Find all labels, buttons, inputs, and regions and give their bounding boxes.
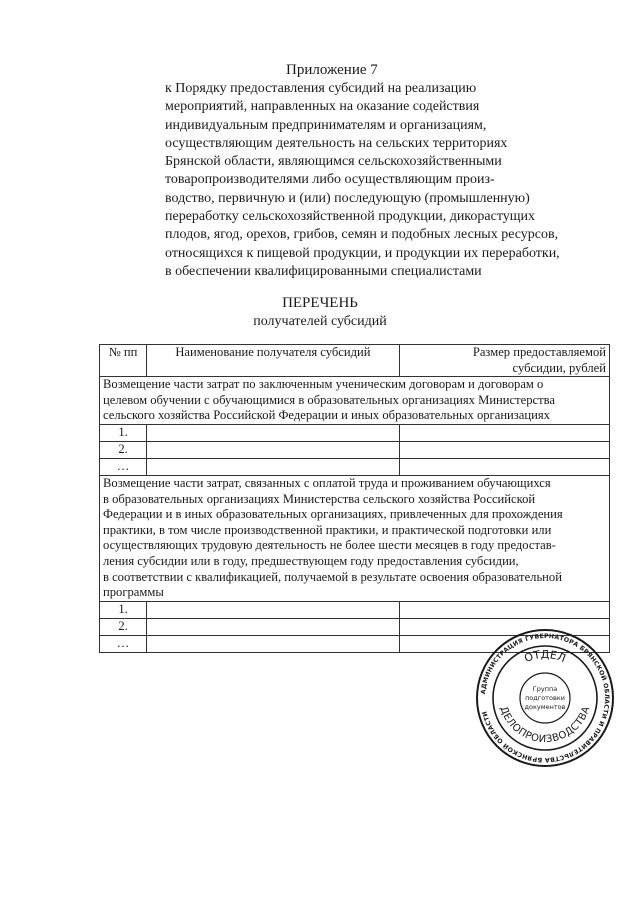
- row-number: 2.: [100, 441, 147, 458]
- table-header-row: [100, 345, 610, 377]
- subsidy-amount-cell[interactable]: [399, 441, 609, 458]
- section-line: в соответствии с квалификацией, получаемой в результате освоения образовательной: [103, 569, 562, 584]
- recipient-name-cell[interactable]: [147, 441, 399, 458]
- appendix-line: товаропроизводителями либо осуществляющим произ-: [165, 172, 495, 188]
- appendix-line: переработку сельскохозяйственной продукции, дикорастущих: [165, 209, 536, 225]
- section-line: Возмещение части затрат по заключенным ученическим договорам и договорам о: [103, 377, 544, 392]
- header-name: Наименование получателя субсидий: [147, 345, 399, 377]
- recipient-name-cell[interactable]: [147, 635, 399, 652]
- table-row: [100, 424, 610, 441]
- section-line: Федерации и в иных образовательных организациях, привлеченных для прохождения: [103, 507, 563, 522]
- section-line: программы: [103, 585, 164, 600]
- recipient-name-cell[interactable]: [147, 424, 399, 441]
- list-subtitle: получателей субсидий: [253, 314, 387, 329]
- subsidy-amount-cell[interactable]: [399, 458, 609, 475]
- row-number: 1.: [100, 601, 147, 618]
- appendix-line: Брянской области, являющимся сельскохозяйственными: [165, 154, 502, 170]
- stamp-top-text: ОТДЕЛ: [522, 647, 568, 666]
- appendix-line: в обеспечении квалифицированными специалистами: [165, 263, 482, 279]
- header-amount-line: Размер предоставляемой: [472, 345, 606, 359]
- stamp-center-line: документов: [524, 703, 566, 711]
- subsidy-amount-cell[interactable]: [399, 424, 609, 441]
- stamp-bottom-text: ДЕЛОПРОИЗВОДСТВА: [497, 705, 593, 746]
- row-number: 1.: [100, 424, 147, 441]
- appendix-line: индивидуальным предпринимателям и организациям,: [165, 117, 487, 133]
- stamp-center-line: Группа: [532, 685, 558, 693]
- official-stamp: [475, 628, 615, 768]
- section-line: осуществляющих трудовую деятельность не более шести месяцев в году предостав-: [103, 538, 556, 553]
- subsidy-amount-cell[interactable]: [399, 601, 609, 618]
- section-line: Возмещение части затрат, связанных с оплатой труда и проживанием обучающихся: [103, 475, 551, 490]
- recipient-name-cell[interactable]: [147, 458, 399, 475]
- section-row: [100, 475, 610, 601]
- appendix-title: Приложение 7: [286, 62, 378, 78]
- stamp-center-line: подготовки: [525, 694, 565, 702]
- header-no: № пп: [100, 345, 147, 377]
- row-number: …: [100, 635, 147, 652]
- header-amount: [399, 345, 609, 377]
- section-line: в образовательных организациях Министерства сельского хозяйства Российской: [103, 491, 536, 506]
- section-description: [100, 475, 610, 601]
- appendix-line: мероприятий, направленных на оказание содействия: [165, 99, 480, 115]
- appendix-line: относящихся к пищевой продукции, и продукции их переработки,: [165, 245, 560, 261]
- appendix-line: водство, первичную и (или) последующую (промышленную): [165, 190, 530, 206]
- appendix-body: [165, 80, 605, 281]
- row-number: 2.: [100, 618, 147, 635]
- recipient-name-cell[interactable]: [147, 618, 399, 635]
- row-number: …: [100, 458, 147, 475]
- stamp-outer-text: АДМИНИСТРАЦИЯ ГУБЕРНАТОРА БРЯНСКОЙ ОБЛАСТИ И ПРАВИТЕЛЬСТВА БРЯНСКОЙ ОБЛАСТИ: [480, 632, 611, 764]
- appendix-line: к Порядку предоставления субсидий на реализацию: [165, 81, 477, 96]
- recipient-name-cell[interactable]: [147, 601, 399, 618]
- appendix-line: осуществляющим деятельность на сельских территориях: [165, 135, 508, 151]
- section-row: [100, 377, 610, 425]
- header-amount-line: субсидии, рублей: [512, 360, 606, 375]
- table-row: [100, 441, 610, 458]
- recipients-table: [99, 344, 610, 653]
- section-line: сельского хозяйства Российской Федерации и иных образовательных организациях: [103, 408, 550, 423]
- table-row: [100, 458, 610, 475]
- list-title: ПЕРЕЧЕНЬ: [282, 295, 358, 311]
- section-line: ления субсидии или в году, предшествующем году предоставления субсидии,: [103, 553, 519, 568]
- section-description: [100, 377, 610, 425]
- section-line: целевом обучении с обучающимися в образовательных организациях Министерства: [103, 392, 555, 407]
- section-line: практики, в том числе производственной практики, и практической подготовки или: [103, 522, 552, 537]
- table-row: [100, 601, 610, 618]
- appendix-line: плодов, ягод, орехов, грибов, семян и подобных лесных ресурсов,: [165, 227, 559, 243]
